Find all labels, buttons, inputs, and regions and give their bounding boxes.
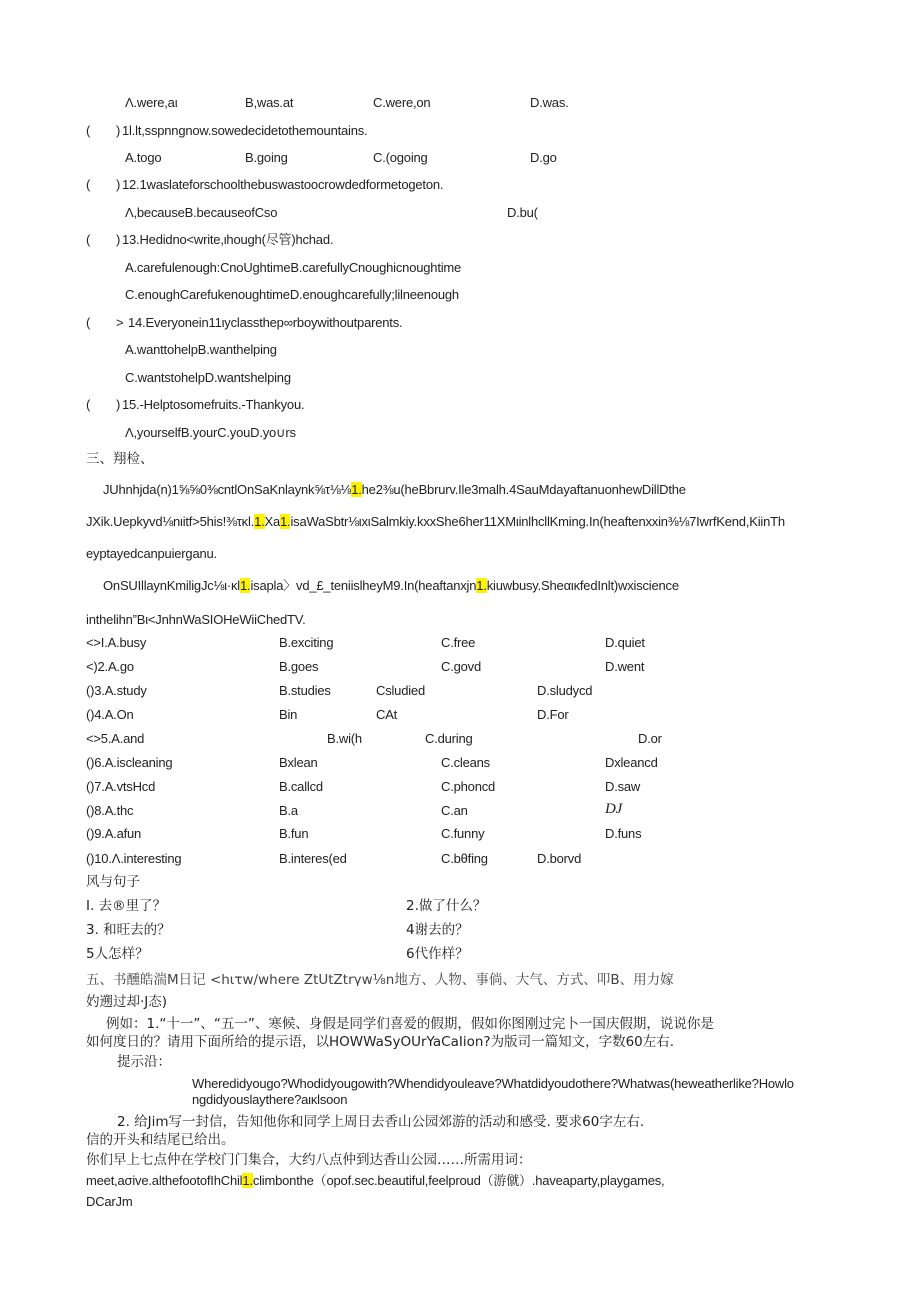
question-2: 2.做了什么？ xyxy=(406,898,487,914)
q11-stem: 1l.lt,sspnngnow.sowedecidetothemountains. xyxy=(122,123,368,138)
cloze-option-b: B.interes(ed xyxy=(279,851,347,866)
cloze-option-a: ()4.A.On xyxy=(86,707,134,722)
cloze-option-a: ()10.Λ.interesting xyxy=(86,851,182,866)
section3-heading: 三、翔检、 xyxy=(86,451,154,467)
q13-stem: 13.Hedidno<write,ιhough(尽管)hchad. xyxy=(122,232,334,247)
question-4: 4谢去的？ xyxy=(406,922,469,938)
example-1-line-1: 例如：1.“十一”、“五一”、寒候、身假是同学们喜爱的假期，假如你图刚过完卜一国庆假期，说说你是 xyxy=(106,1016,714,1032)
cloze-option-a: ()7.A.vtsHcd xyxy=(86,779,156,794)
highlight-mark: 1. xyxy=(476,578,487,593)
q15-stem: 15.-Helptosomefruits.-Thankyou. xyxy=(122,397,305,412)
q13-options-ab: A.carefulenough:CnoUghtimeB.carefullyCnoughicnoughtime xyxy=(125,260,462,275)
cloze-option-c: C.during xyxy=(425,731,473,746)
answer-paren-close: ) xyxy=(116,177,121,192)
cloze-option-b: B.a xyxy=(279,803,298,818)
passage-line-2 xyxy=(86,514,785,530)
question-1: I. 去®里了？ xyxy=(86,898,167,914)
answer-paren-open: ( xyxy=(86,123,91,138)
cloze-option-a: ()9.A.afun xyxy=(86,826,142,841)
answer-paren-close: ) xyxy=(116,397,121,412)
cloze-option-d: D.went xyxy=(605,659,645,674)
example-2-line-3: 你们早上七点仲在学校门门集合，大约八点仲到达香山公园……所需用词： xyxy=(86,1152,532,1168)
cloze-option-c: CAt xyxy=(376,707,398,722)
passage-text: JXik.Uepkyvd⅛nιitf>5his!⅜τκl. xyxy=(86,514,255,529)
cloze-option-d: D.For xyxy=(537,707,569,722)
cloze-option-a: ()6.A.iscleaning xyxy=(86,755,173,770)
question-6: 6代作样？ xyxy=(406,946,469,962)
word-list-line-2: DCarJm xyxy=(86,1194,133,1209)
section5-heading-continued: 妁遡过却·J态) xyxy=(86,994,168,1010)
q15-options: Λ,yourselfB.yourC.youD.yo∪rs xyxy=(125,425,296,440)
cloze-option-d: D.quiet xyxy=(605,635,645,650)
cloze-option-c: C.cleans xyxy=(441,755,490,770)
q11-option-a: A.togo xyxy=(125,150,162,165)
passage-line-4 xyxy=(103,578,679,594)
cloze-option-b: B.exciting xyxy=(279,635,334,650)
passage-text: he2⅜u(heBbrurv.Ile3malh.4SauMdayaftanuonhewDillDthe xyxy=(361,482,686,497)
section4-heading: 风与句子 xyxy=(86,874,140,890)
q12-options-abc: Λ,becauseB.becauseofCso xyxy=(125,205,278,220)
q10-option-b: B,was.at xyxy=(245,95,294,110)
cloze-option-a: <)2.A.go xyxy=(86,659,134,674)
cloze-option-c: C.bθfing xyxy=(441,851,488,866)
passage-text: JUhnhjda(n)1⅝⅝0⅜cntlOnSaKnlaynk⅝τ⅛⅛ xyxy=(103,482,352,497)
cloze-option-d: D.sludycd xyxy=(537,683,593,698)
answer-paren-open: ( xyxy=(86,315,91,330)
q11-option-d: D.go xyxy=(530,150,557,165)
passage-line-3: eyptayedcanpuierganu. xyxy=(86,546,217,561)
word-list-text: meet,aσive.althefootofIhChil xyxy=(86,1173,243,1188)
q13-options-cd: C.enoughCarefukenoughtimeD.enoughcarefully;lilneenough xyxy=(125,287,459,302)
highlight-mark: 1. xyxy=(242,1173,253,1188)
cloze-option-d: DJ xyxy=(605,801,623,817)
q10-option-c: C.were,on xyxy=(373,95,431,110)
cloze-option-b: B.studies xyxy=(279,683,331,698)
cloze-option-b: B.callcd xyxy=(279,779,323,794)
cloze-option-a: ()8.A.thc xyxy=(86,803,134,818)
cloze-option-c: Csludied xyxy=(376,683,425,698)
cloze-option-a: <>5.A.and xyxy=(86,731,145,746)
cloze-option-c: C.govd xyxy=(441,659,481,674)
example-1-line-2: 如何度日的？请用下面所给的提示语，以HOWWaSyOUrYaCaIion?为版司一篇知文，字数60左右. xyxy=(86,1034,675,1050)
answer-paren-open: ( xyxy=(86,397,91,412)
question-3: 3. 和旺去的？ xyxy=(86,922,171,938)
section5-heading: 五、书醺皓湍M日记 <hιτw/where ZtUtZtrγw⅛n地方、人物、事倘、大气、方式、叩B、用力嫁 xyxy=(86,972,674,986)
passage-text: OnSUIllaynKmiligJc⅛ι·κl xyxy=(103,578,240,593)
cloze-option-b: Bin xyxy=(279,707,298,722)
cloze-option-b: B.fun xyxy=(279,826,309,841)
example-2-line-2: 信的开头和结尾已给出。 xyxy=(86,1132,235,1148)
hint-line-2: ngdidyouslaythere?aικlsoon xyxy=(192,1092,348,1107)
cloze-option-d: D.saw xyxy=(605,779,641,794)
hint-line-1: Wheredidyougo?Whodidyougowith?Whendidyouleave?Whatdidyoudothere?Whatwas(heweatherlike?Howlo xyxy=(192,1076,794,1091)
cloze-option-c: C.funny xyxy=(441,826,485,841)
cloze-option-b: B.goes xyxy=(279,659,319,674)
highlight-mark: 1. xyxy=(351,482,362,497)
passage-text: isaWaSbtr⅛ιxιSalmkiy.kxxShe6her11XMιinlhcllKming.In(heaftenxxin⅜⅛7IwrfKend,KiinTh xyxy=(290,514,785,529)
cloze-option-a: ()3.A.study xyxy=(86,683,147,698)
answer-paren-open: ( xyxy=(86,177,91,192)
cloze-option-b: Bxlean xyxy=(279,755,318,770)
answer-paren-close: ) xyxy=(116,123,121,138)
passage-line-5: inthelihn”Bι<JnhnWaSIOHeWiiChedTV. xyxy=(86,612,306,627)
cloze-option-b: B.wi(h xyxy=(327,731,362,746)
q14-options-ab: A.wanttohelpB.wanthelping xyxy=(125,342,277,357)
passage-line-1 xyxy=(103,482,686,498)
answer-paren-close: > xyxy=(116,315,124,330)
answer-paren-open: ( xyxy=(86,232,91,247)
passage-text: kiuwbusy.SheαικfedInlt)wxiscience xyxy=(486,578,679,593)
hint-label: 提示沿： xyxy=(117,1054,171,1070)
word-list-line-1 xyxy=(86,1173,664,1189)
passage-text: Xa xyxy=(264,514,281,529)
cloze-option-d: D.borvd xyxy=(537,851,582,866)
word-list-text: climbonthe（opof.sec.beautiful,feelproud（游僦）.haveaparty,playgames, xyxy=(252,1173,665,1188)
q12-stem: 12.1waslateforschoolthebuswastoocrowdedformetogeton. xyxy=(122,177,444,192)
passage-text: isapla〉vd_£_teniislheyM9.In(heaftanxjn xyxy=(250,578,477,593)
question-5: 5人怎样？ xyxy=(86,946,149,962)
q10-option-a: Λ.were,aι xyxy=(125,95,178,110)
q14-options-cd: C.wantstohelpD.wantshelping xyxy=(125,370,291,385)
cloze-option-d: Dxleancd xyxy=(605,755,658,770)
highlight-mark: 1. xyxy=(240,578,251,593)
q14-stem: 14.Everyonein11ιyclassthep∞rboywithoutparents. xyxy=(128,315,403,330)
q12-option-d: D.bu( xyxy=(507,205,538,220)
q11-option-c: C.(ogoing xyxy=(373,150,428,165)
cloze-option-c: C.an xyxy=(441,803,468,818)
cloze-option-d: D.or xyxy=(638,731,662,746)
cloze-option-a: <>I.A.busy xyxy=(86,635,147,650)
q11-option-b: B.going xyxy=(245,150,288,165)
answer-paren-close: ) xyxy=(116,232,121,247)
cloze-option-c: C.phoncd xyxy=(441,779,496,794)
cloze-option-d: D.funs xyxy=(605,826,642,841)
q10-option-d: D.was. xyxy=(530,95,569,110)
section5-heading-clip xyxy=(86,972,786,986)
highlight-mark: 1. xyxy=(254,514,265,529)
cloze-option-c: C.free xyxy=(441,635,476,650)
highlight-mark: 1. xyxy=(280,514,291,529)
example-2-line-1: 2. 给Jim写一封信，告知他你和同学上周日去香山公园郊游的活动和感受. 要求60字左右. xyxy=(117,1114,645,1130)
